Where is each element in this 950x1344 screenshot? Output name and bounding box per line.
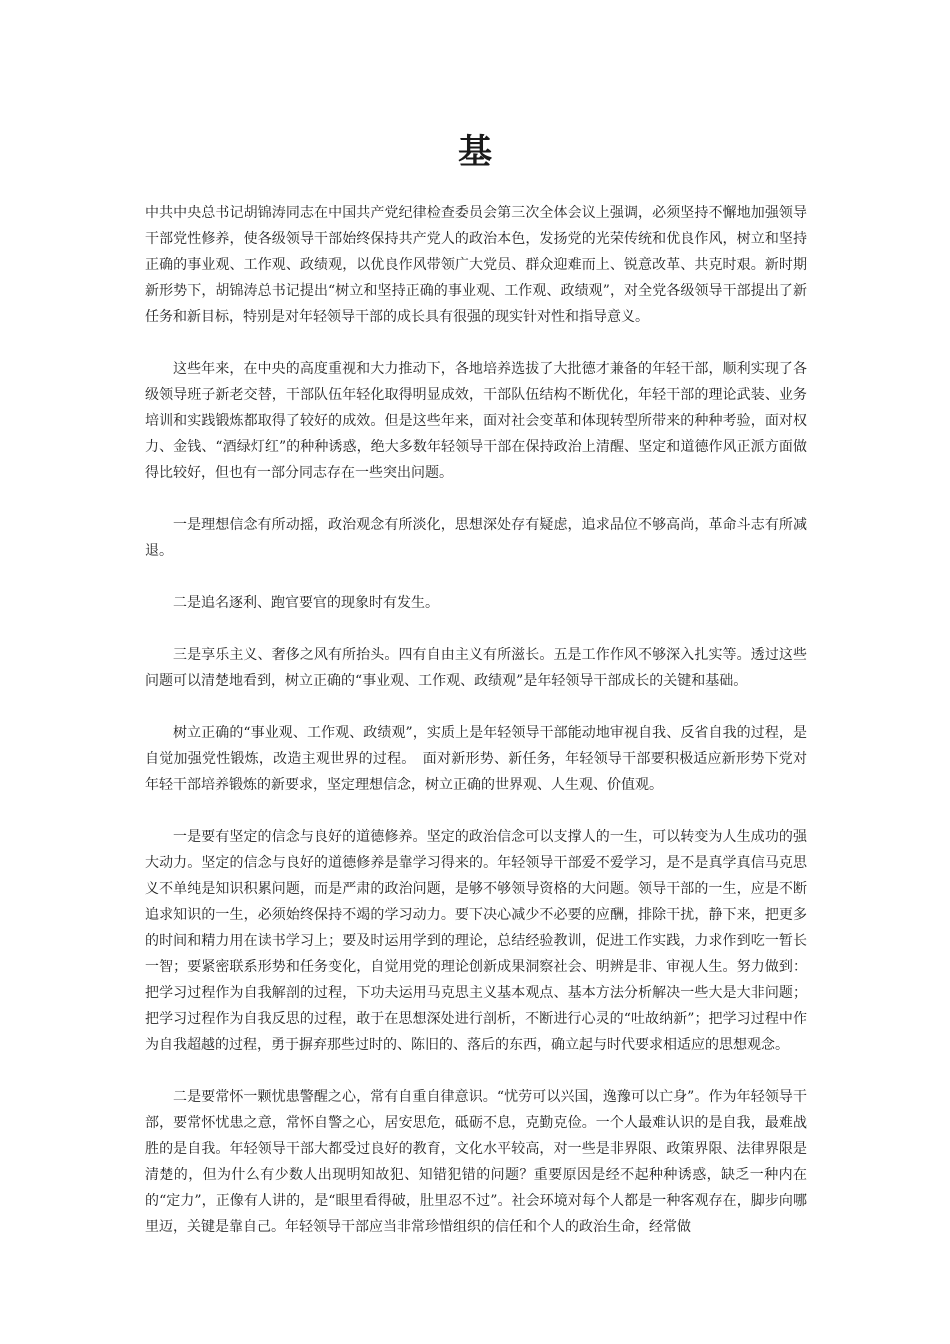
paragraph-essence: 树立正确的“事业观、工作观、政绩观”，实质上是年轻领导干部能动地审视自我、反省自我的过程，是自觉加强党性锻炼，改造主观世界的过程。 面对新形势、新任务，年轻领导干部要积极适应新形势下党对年轻干部培养锻炼的新要求，坚定理想信念，树立正确的世界观、人生观、价值观。 bbox=[145, 725, 807, 793]
paragraph-problem-2: 二是追名逐利、跑官要官的现象时有发生。 bbox=[173, 595, 439, 611]
document-title: 基 bbox=[458, 132, 492, 172]
paragraph-point-2: 二是要常怀一颗忧患警醒之心，常有自重自律意识。“忧劳可以兴国，逸豫可以亡身”。作为年轻领导干部，要常怀忧患之意，常怀自警之心，居安思危，砥砺不息，克勤克俭。一个人最难认识的是自我，最难战胜的是自我。年轻领导干部大都受过良好的教育，文化水平较高，对一些是非界限、政策界限、法律界限是清楚的，但为什么有少数人出现明知故犯、知错犯错的问题？重要原因是经不起种种诱惑，缺乏一种内在的“定力”，正像有人讲的，是“眼里看得破，肚里忍不过”。社会环境对每个人都是一种客观存在，脚步向哪里迈，关键是靠自己。年轻领导干部应当非常珍惜组织的信任和个人的政治生命，经常做 bbox=[145, 1089, 807, 1235]
paragraph-problem-3: 三是享乐主义、奢侈之风有所抬头。四有自由主义有所滋长。五是工作作风不够深入扎实等。透过这些问题可以清楚地看到，树立正确的“事业观、工作观、政绩观”是年轻领导干部成长的关键和基础。 bbox=[145, 647, 807, 689]
paragraph-problem-1: 一是理想信念有所动摇，政治观念有所淡化，思想深处存有疑虑，追求品位不够高尚，革命斗志有所减退。 bbox=[145, 517, 807, 559]
paragraph-point-1: 一是要有坚定的信念与良好的道德修养。坚定的政治信念可以支撑人的一生，可以转变为人生成功的强大动力。坚定的信念与良好的道德修养是靠学习得来的。年轻领导干部爱不爱学习，是不是真学真信马克思义不单纯是知识积累问题，而是严肃的政治问题，是够不够领导资格的大问题。领导干部的一生，应是不断追求知识的一生，必须始终保持不竭的学习动力。要下决心减少不必要的应酬，排除干扰，静下来，把更多的时间和精力用在读书学习上；要及时运用学到的理论，总结经验教训，促进工作实践，力求作到吃一暂长一智；要紧密联系形势和任务变化，自觉用党的理论创新成果洞察社会、明辨是非、审视人生。努力做到：把学习过程作为自我解剖的过程，下功夫运用马克思主义基本观点、基本方法分析解决一些大是大非问题；把学习过程作为自我反思的过程，敢于在思想深处进行剖析，不断进行心灵的“吐故纳新”；把学习过程中作为自我超越的过程，勇于摒弃那些过时的、陈旧的、落后的东西，确立起与时代要求相适应的思想观念。 bbox=[145, 829, 807, 1053]
document-body bbox=[145, 200, 807, 1266]
paragraph-background: 这些年来，在中央的高度重视和大力推动下，各地培养选拔了大批德才兼备的年轻干部，顺利实现了各级领导班子新老交替，干部队伍年轻化取得明显成效，干部队伍结构不断优化，年轻干部的理论武装、业务培训和实践锻炼都取得了较好的成效。但是这些年来，面对社会变革和体现转型所带来的种种考验，面对权力、金钱、“酒绿灯红”的种种诱惑，绝大多数年轻领导干部在保持政治上清醒、坚定和道德作风正派方面做得比较好，但也有一部分同志存在一些突出问题。 bbox=[145, 361, 807, 481]
paragraph-intro: 中共中央总书记胡锦涛同志在中国共产党纪律检查委员会第三次全体会议上强调，必须坚持不懈地加强领导干部党性修养，使各级领导干部始终保持共产党人的政治本色，发扬党的光荣传统和优良作风，树立和坚持正确的事业观、工作观、政绩观，以优良作风带领广大党员、群众迎难而上、锐意改革、共克时艰。新时期新形势下，胡锦涛总书记提出“树立和坚持正确的事业观、工作观、政绩观”，对全党各级领导干部提出了新任务和新目标，特别是对年轻领导干部的成长具有很强的现实针对性和指导意义。 bbox=[145, 205, 807, 325]
